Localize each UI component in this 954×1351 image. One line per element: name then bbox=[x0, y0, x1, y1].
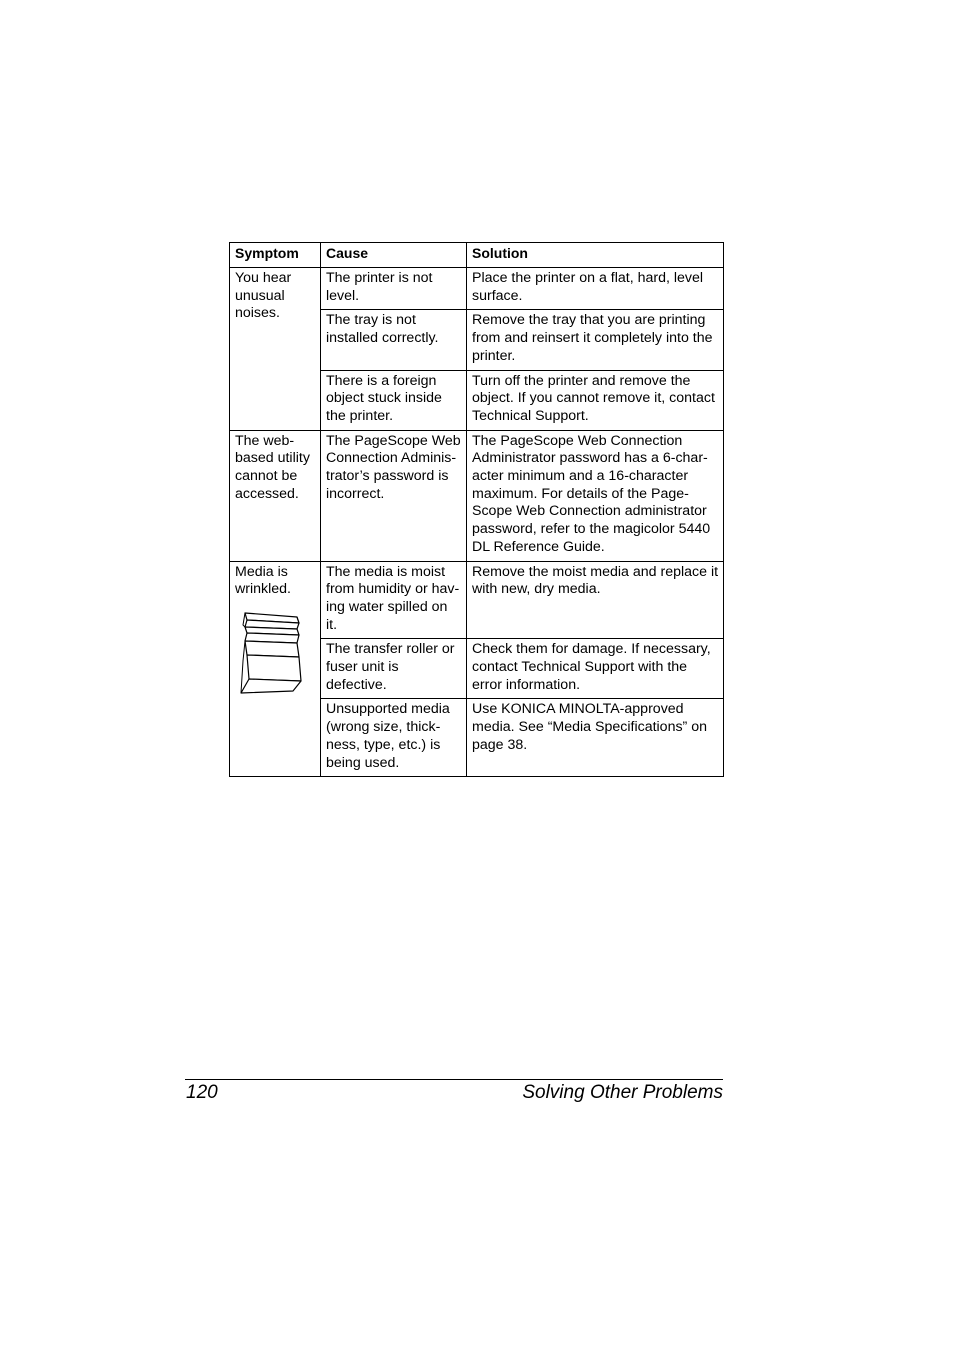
cause-cell: The media is moist from humidity or hav-ing water spilled on it. bbox=[321, 561, 467, 639]
symptom-cell bbox=[230, 268, 321, 431]
symptom-cell bbox=[230, 561, 321, 777]
wrinkled-paper-icon bbox=[239, 611, 303, 697]
solution-cell: Remove the tray that you are printing from and reinsert it completely into the printer. bbox=[467, 310, 724, 370]
page-number: 120 bbox=[186, 1082, 218, 1103]
symptom-cell bbox=[230, 430, 321, 561]
cause-cell: The transfer roller or fuser unit is defective. bbox=[321, 639, 467, 699]
solution-cell: The PageScope Web Connection Administrator password has a 6-char-acter minimum and a 16-character maximum. For details of the Page-Scope Web Connection administrator password, refer to the magicolor 5440 DL Reference Guide. bbox=[467, 430, 724, 561]
symptom-text: The web-based utility cannot be accessed. bbox=[235, 432, 310, 502]
cause-cell: There is a foreign object stuck inside the printer. bbox=[321, 370, 467, 430]
header-cause: Cause bbox=[321, 243, 467, 268]
footer-divider bbox=[185, 1079, 723, 1080]
solution-cell: Place the printer on a flat, hard, level surface. bbox=[467, 268, 724, 310]
troubleshooting-table bbox=[229, 242, 724, 777]
cause-cell: Unsupported media (wrong size, thick-ness, type, etc.) is being used. bbox=[321, 699, 467, 777]
symptom-text: You hear unusual noises. bbox=[235, 270, 292, 322]
symptom-text: Media is wrinkled. bbox=[235, 563, 291, 598]
solution-cell: Check them for damage. If necessary, contact Technical Support with the error information. bbox=[467, 639, 724, 699]
section-title: Solving Other Problems bbox=[522, 1082, 723, 1103]
table-header-row bbox=[230, 243, 724, 268]
cause-cell: The tray is not installed correctly. bbox=[321, 310, 467, 370]
table-row bbox=[230, 268, 724, 310]
header-solution: Solution bbox=[467, 243, 724, 268]
cause-cell: The printer is not level. bbox=[321, 268, 467, 310]
solution-cell: Remove the moist media and replace it with new, dry media. bbox=[467, 561, 724, 639]
table-row bbox=[230, 561, 724, 639]
solution-cell: Turn off the printer and remove the object. If you cannot remove it, contact Technical Support. bbox=[467, 370, 724, 430]
cause-cell: The PageScope Web Connection Adminis-trator’s password is incorrect. bbox=[321, 430, 467, 561]
solution-cell: Use KONICA MINOLTA-approved media. See “Media Specifications” on page 38. bbox=[467, 699, 724, 777]
header-symptom: Symptom bbox=[230, 243, 321, 268]
table-row bbox=[230, 430, 724, 561]
